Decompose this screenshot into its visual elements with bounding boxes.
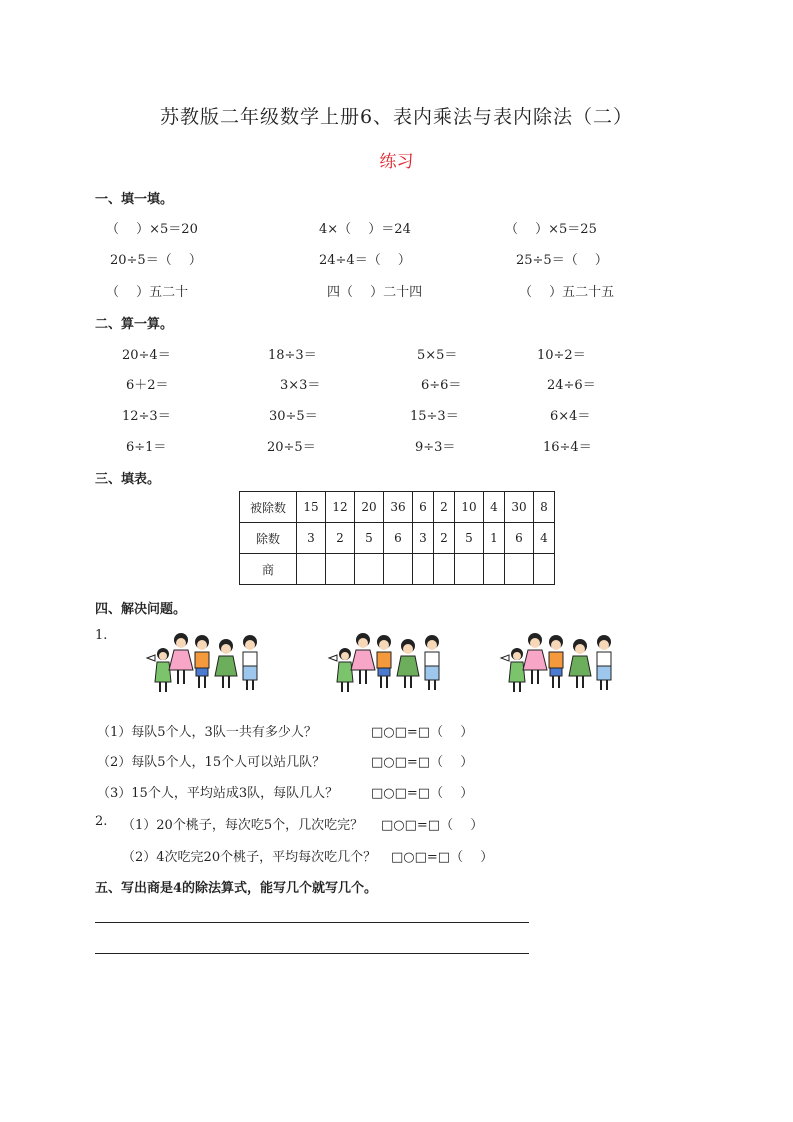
- table-cell: 6: [384, 523, 413, 554]
- calc-item: 18÷3＝: [268, 348, 317, 363]
- question-text: （3）15个人，平均站成3队，每队几人？: [97, 786, 339, 801]
- children-group-icon: [143, 632, 273, 694]
- table-cell: 5: [355, 523, 384, 554]
- calc-item: 6÷1＝: [126, 440, 167, 455]
- fill-item: 4×（ ）＝24: [319, 222, 411, 237]
- fill-item: 25÷5＝（ ）: [516, 253, 608, 268]
- table-cell: 12: [326, 492, 355, 523]
- row-label-dividend: 被除数: [240, 492, 297, 523]
- answer-formula: □○□=□（ ）: [371, 725, 474, 740]
- empty-answer-cell[interactable]: [434, 554, 455, 585]
- table-row-quotient: [240, 554, 555, 585]
- table-cell: 15: [297, 492, 326, 523]
- section4-heading: 四、解决问题。: [95, 602, 187, 617]
- fill-item: （ ）×5＝25: [505, 222, 597, 237]
- answer-line[interactable]: [95, 922, 529, 923]
- calc-item: 3×3＝: [280, 378, 321, 393]
- table-cell: 3: [297, 523, 326, 554]
- empty-answer-cell[interactable]: [297, 554, 326, 585]
- table-cell: 4: [534, 523, 555, 554]
- table-cell: 2: [326, 523, 355, 554]
- table-cell: 5: [455, 523, 484, 554]
- table-cell: 3: [413, 523, 434, 554]
- table-cell: 6: [413, 492, 434, 523]
- question-text: （2）每队5个人，15个人可以站几队？: [97, 755, 326, 770]
- calc-item: 12÷3＝: [122, 409, 171, 424]
- fill-item: （ ）五二十: [106, 285, 189, 300]
- row-label-quotient: 商: [240, 554, 297, 585]
- question-text: （1）每队5个人，3队一共有多少人？: [97, 725, 317, 740]
- calc-item: 15÷3＝: [410, 409, 459, 424]
- calc-item: 9÷3＝: [415, 440, 456, 455]
- question-text: （2）4次吃完20个桃子，平均每次吃几个？: [122, 850, 377, 865]
- fill-item: 24÷4＝（ ）: [319, 253, 411, 268]
- section1-heading: 一、填一填。: [95, 192, 174, 207]
- answer-formula: □○□=□（ ）: [381, 818, 484, 833]
- empty-answer-cell[interactable]: [413, 554, 434, 585]
- empty-answer-cell[interactable]: [455, 554, 484, 585]
- calc-item: 20÷5＝: [267, 440, 316, 455]
- empty-answer-cell[interactable]: [355, 554, 384, 585]
- fill-item: （ ）×5＝20: [106, 222, 198, 237]
- children-group-icon: [325, 632, 455, 694]
- row-label-divisor: 除数: [240, 523, 297, 554]
- table-cell: 2: [434, 492, 455, 523]
- empty-answer-cell[interactable]: [384, 554, 413, 585]
- calc-item: 10÷2＝: [537, 348, 586, 363]
- answer-formula: □○□=□（ ）: [371, 786, 474, 801]
- calc-item: 6×4＝: [550, 409, 591, 424]
- page-title: 苏教版二年级数学上册6、表内乘法与表内除法（二）: [159, 106, 634, 128]
- empty-answer-cell[interactable]: [484, 554, 505, 585]
- empty-answer-cell[interactable]: [534, 554, 555, 585]
- calc-item: 16÷4＝: [543, 440, 592, 455]
- calc-item: 20÷4＝: [122, 348, 171, 363]
- calc-item: 6＋2＝: [126, 378, 169, 393]
- table-cell: 4: [484, 492, 505, 523]
- table-cell: 30: [505, 492, 534, 523]
- fill-item: 四（ ）二十四: [327, 285, 423, 300]
- table-cell: 1: [484, 523, 505, 554]
- table-row-divisor: [240, 523, 555, 554]
- fill-item: （ ）五二十五: [519, 285, 615, 300]
- page-subtitle: 练习: [379, 152, 414, 172]
- fill-item: 20÷5＝（ ）: [110, 253, 202, 268]
- table-row-dividend: [240, 492, 555, 523]
- problem1-label: 1.: [95, 628, 108, 643]
- question-text: （1）20个桃子，每次吃5个，几次吃完？: [122, 818, 364, 833]
- calc-item: 6÷6＝: [421, 378, 462, 393]
- table-cell: 36: [384, 492, 413, 523]
- section5-heading: 五、写出商是4的除法算式，能写几个就写几个。: [95, 881, 378, 896]
- table-cell: 6: [505, 523, 534, 554]
- calc-item: 30÷5＝: [269, 409, 318, 424]
- empty-answer-cell[interactable]: [505, 554, 534, 585]
- empty-answer-cell[interactable]: [326, 554, 355, 585]
- calc-item: 5×5＝: [417, 348, 458, 363]
- answer-formula: □○□=□（ ）: [371, 755, 474, 770]
- problem2-label: 2.: [95, 814, 108, 829]
- table-cell: 2: [434, 523, 455, 554]
- answer-line[interactable]: [95, 953, 529, 954]
- table-cell: 10: [455, 492, 484, 523]
- children-group-icon: [497, 632, 627, 694]
- section2-heading: 二、算一算。: [95, 317, 174, 332]
- calc-item: 24÷6＝: [547, 378, 596, 393]
- table-cell: 8: [534, 492, 555, 523]
- division-table: [239, 491, 555, 585]
- section3-heading: 三、填表。: [95, 472, 161, 487]
- answer-formula: □○□=□（ ）: [391, 850, 494, 865]
- table-cell: 20: [355, 492, 384, 523]
